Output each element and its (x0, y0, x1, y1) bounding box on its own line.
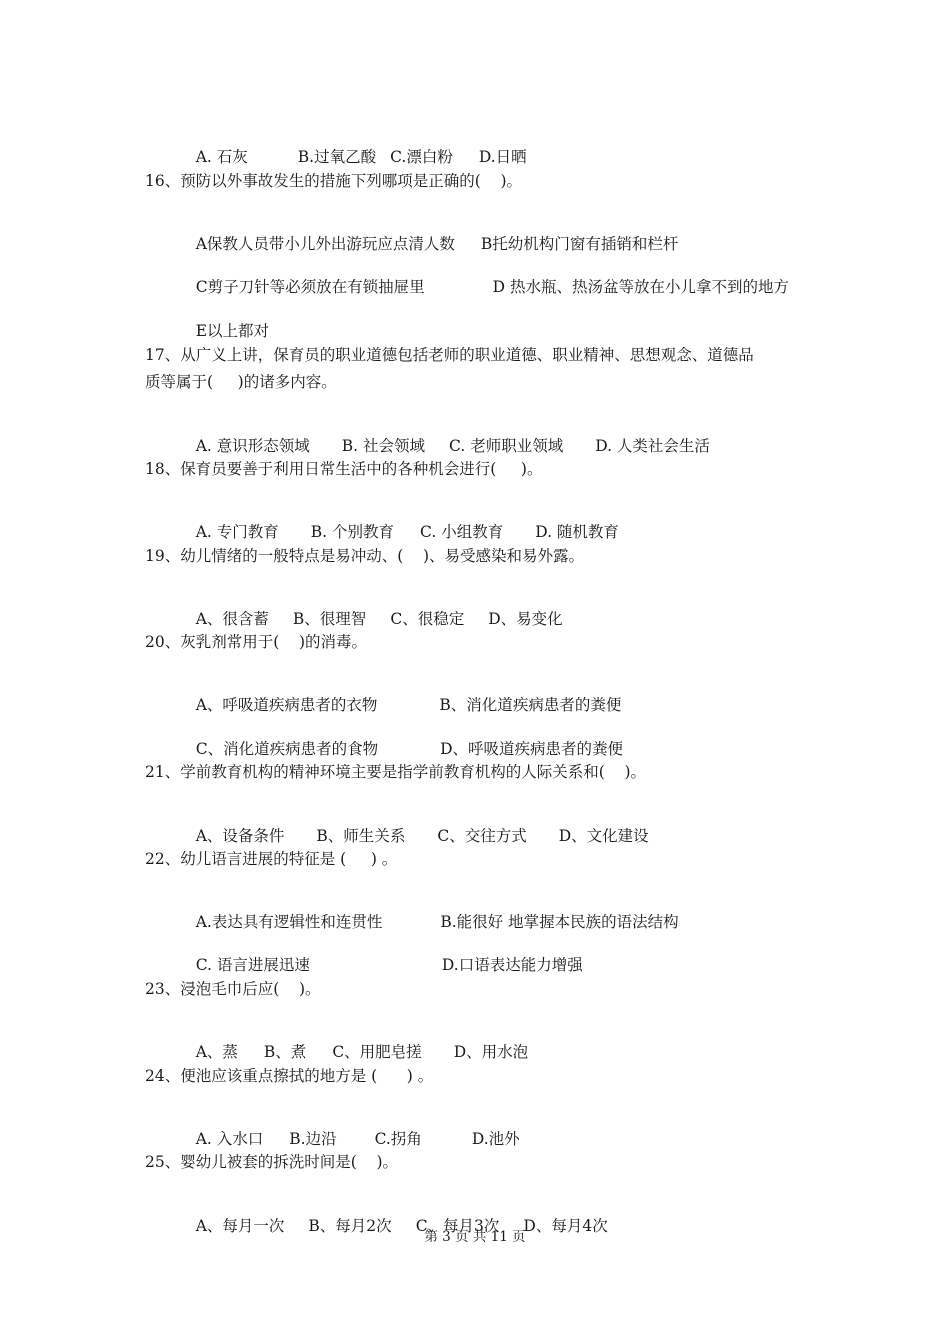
option-c: C、很稳定 (390, 610, 465, 628)
question-17-line2: 质等属于( )的诸多内容。 (145, 373, 337, 391)
option-c: C. 小组教育 (420, 523, 504, 541)
question-19: 19、幼儿情绪的一般特点是易冲动、( )、易受感染和易外露。 (145, 547, 585, 565)
option-d: D、用水泡 (453, 1043, 529, 1061)
question-23: 23、浸泡毛巾后应( )。 (145, 980, 321, 998)
option-c: C、用肥皂搓 (332, 1043, 422, 1061)
question-22: 22、幼儿语言进展的特征是 ( ) 。 (145, 850, 398, 868)
option-b: B、很理智 (292, 610, 367, 628)
question-18: 18、保育员要善于利用日常生活中的各种机会进行( )。 (145, 460, 543, 478)
option-c: C.拐角 (374, 1130, 422, 1148)
option-a: A保教人员带小儿外出游玩应点清人数 (195, 235, 455, 253)
option-c: C. 老师职业领域 (449, 437, 564, 455)
option-d: D 热水瓶、热汤盆等放在小儿拿不到的地方 (492, 278, 789, 296)
option-a: A.表达具有逻辑性和连贯性 (195, 913, 383, 931)
option-d: D. 人类社会生活 (595, 437, 710, 455)
option-a: A、蒸 (195, 1043, 238, 1061)
option-c: C. 语言进展迅速 (195, 956, 310, 974)
option-b: B. 社会领域 (341, 437, 426, 455)
option-c: C、交往方式 (437, 827, 527, 845)
option-d: D、每月4次 (523, 1217, 608, 1235)
question-17-line1: 17、从广义上讲，保育员的职业道德包括老师的职业道德、职业精神、思想观念、道德品 (145, 346, 754, 364)
option-a: A. 意识形态领域 (195, 437, 310, 455)
option-c: C剪子刀针等必须放在有锁抽屉里 (195, 278, 425, 296)
option-d: D、易变化 (488, 610, 563, 628)
question-21: 21、学前教育机构的精神环境主要是指学前教育机构的人际关系和( )。 (145, 763, 647, 781)
option-c: C、每月3次 (415, 1217, 500, 1235)
option-b: B.过氧乙酸 (297, 148, 377, 166)
options-25 (176, 1196, 608, 1256)
option-d: D、文化建设 (558, 827, 649, 845)
question-16: 16、预防以外事故发生的措施下列哪项是正确的( )。 (145, 172, 523, 190)
question-20: 20、灰乳剂常用于( )的消毒。 (145, 633, 368, 651)
option-a: A. 入水口 (195, 1130, 264, 1148)
option-a: A. 石灰 (195, 148, 248, 166)
option-b: B、师生关系 (316, 827, 406, 845)
option-b: B、消化道疾病患者的粪便 (439, 696, 622, 714)
question-24: 24、便池应该重点擦拭的地方是 ( ) 。 (145, 1067, 434, 1085)
option-b: B. 个别教育 (310, 523, 395, 541)
question-25: 25、婴幼儿被套的拆洗时间是( )。 (145, 1153, 399, 1171)
option-d: D.池外 (471, 1130, 520, 1148)
option-b: B、每月2次 (308, 1217, 392, 1235)
option-b: B.能很好 地掌握本民族的语法结构 (440, 913, 679, 931)
option-a: A、很含蓄 (195, 610, 269, 628)
option-a: A. 专门教育 (195, 523, 279, 541)
option-b: B.边沿 (289, 1130, 337, 1148)
option-d: D. 随机教育 (535, 523, 619, 541)
option-c: C、消化道疾病患者的食物 (195, 740, 379, 758)
option-e: E以上都对 (195, 322, 270, 340)
option-a: A、呼吸道疾病患者的衣物 (195, 696, 378, 714)
option-b: B托幼机构门窗有插销和栏杆 (480, 235, 679, 253)
option-d: D、呼吸道疾病患者的粪便 (440, 740, 624, 758)
option-a: A、设备条件 (195, 827, 285, 845)
option-c: C.漂白粉 (390, 148, 453, 166)
page-number-footer: 第 3 页 共 11 页 (424, 1229, 526, 1245)
option-a: A、每月一次 (195, 1217, 285, 1235)
option-d: D.日晒 (478, 148, 527, 166)
option-d: D.口语表达能力增强 (441, 956, 583, 974)
option-b: B、煮 (263, 1043, 307, 1061)
